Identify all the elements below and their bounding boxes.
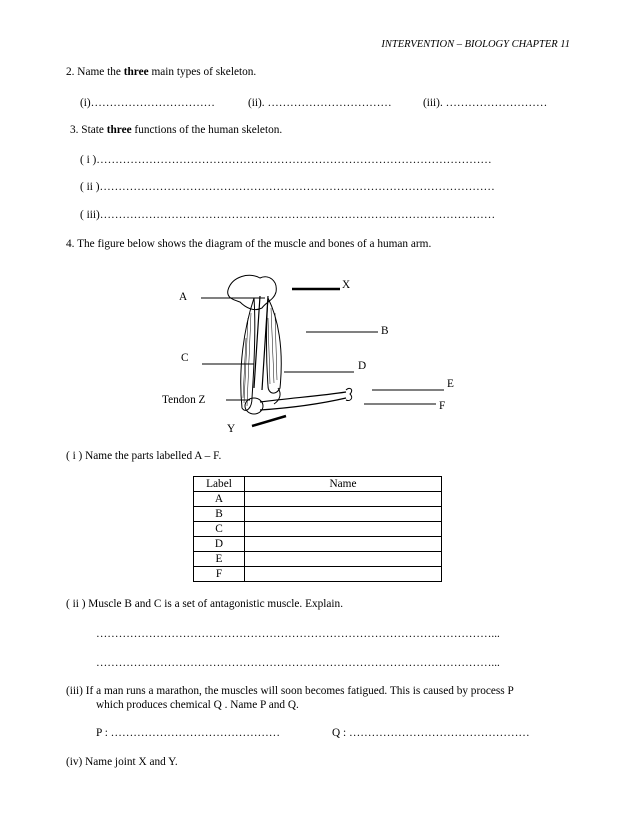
q2-blank-2: (ii). …………………………… <box>248 97 392 109</box>
table-header-name: Name <box>245 477 442 492</box>
label-tendon-z: Tendon Z <box>162 394 206 406</box>
p-answer-blank[interactable]: P : ……………………………………… <box>96 727 281 739</box>
table-header-row <box>194 477 442 492</box>
q4-part-ii: ( ii ) Muscle B and C is a set of antagonistic muscle. Explain. <box>66 598 344 610</box>
tendon-insertion <box>274 388 280 404</box>
label-d: D <box>358 360 367 372</box>
table-row <box>194 492 442 507</box>
q4-part-iii-line-2: which produces chemical Q . Name P and Q. <box>96 699 299 711</box>
q3-suffix: functions of the human skeleton. <box>131 124 283 136</box>
forearm-bones <box>260 392 346 410</box>
q3-line-2: ( ii )…………………………………………………………………………………………… <box>80 181 495 193</box>
page-header: INTERVENTION – BIOLOGY CHAPTER 11 <box>381 39 570 50</box>
q3-bold: three <box>106 124 132 136</box>
q3-line-1: ( i )…………………………………………………………………………………………… <box>80 154 492 166</box>
label-a: A <box>179 291 188 303</box>
table-cell-label: C <box>194 522 245 537</box>
q2-bold: three <box>123 66 149 78</box>
table-row <box>194 552 442 567</box>
wrist <box>346 388 352 400</box>
q2-blank-3: (iii). ……………………… <box>423 97 548 109</box>
label-b: B <box>381 325 389 337</box>
table-row <box>194 507 442 522</box>
label-e: E <box>447 378 454 390</box>
table-cell-name[interactable] <box>245 552 442 567</box>
table-cell-name[interactable] <box>245 522 442 537</box>
table-cell-label: B <box>194 507 245 522</box>
q3-line-3: ( iii)…………………………………………………………………………………………… <box>80 209 496 221</box>
leader-line-y <box>252 416 286 426</box>
arm-diagram <box>150 268 470 440</box>
q4-part-i: ( i ) Name the parts labelled A – F. <box>66 450 222 462</box>
q2-prefix: 2. Name the <box>66 66 124 78</box>
table-cell-label: A <box>194 492 245 507</box>
triceps-fibres <box>243 313 251 406</box>
table-header-label: Label <box>194 477 245 492</box>
q4-part-iii-line-1: (iii) If a man runs a marathon, the muscles will soon becomes fatigued. This is caused by process P <box>66 685 514 697</box>
answer-line-1[interactable]: ……………………………………………………………………………………………... <box>96 628 500 640</box>
table-row <box>194 537 442 552</box>
table-cell-label: F <box>194 567 245 582</box>
table-row <box>194 567 442 582</box>
answer-table <box>193 476 442 582</box>
label-y: Y <box>227 423 236 435</box>
label-c: C <box>181 352 189 364</box>
q2-suffix: main types of skeleton. <box>148 66 257 78</box>
table-cell-label: E <box>194 552 245 567</box>
question-4-intro: 4. The figure below shows the diagram of the muscle and bones of a human arm. <box>66 238 432 250</box>
q2-blank-1: (i)…………………………… <box>80 97 215 109</box>
label-x: X <box>342 279 351 291</box>
table-cell-name[interactable] <box>245 537 442 552</box>
table-cell-name[interactable] <box>245 567 442 582</box>
table-cell-label: D <box>194 537 245 552</box>
table-cell-name[interactable] <box>245 492 442 507</box>
q4-part-iv: (iv) Name joint X and Y. <box>66 756 178 768</box>
label-f: F <box>439 400 446 412</box>
triceps-muscle <box>241 298 255 410</box>
question-3 <box>70 124 282 136</box>
q3-prefix: 3. State <box>70 124 107 136</box>
q-answer-blank[interactable]: Q : ………………………………………… <box>332 727 530 739</box>
answer-line-2[interactable]: ……………………………………………………………………………………………... <box>96 657 500 669</box>
table-row <box>194 522 442 537</box>
table-cell-name[interactable] <box>245 507 442 522</box>
question-2 <box>66 66 256 78</box>
